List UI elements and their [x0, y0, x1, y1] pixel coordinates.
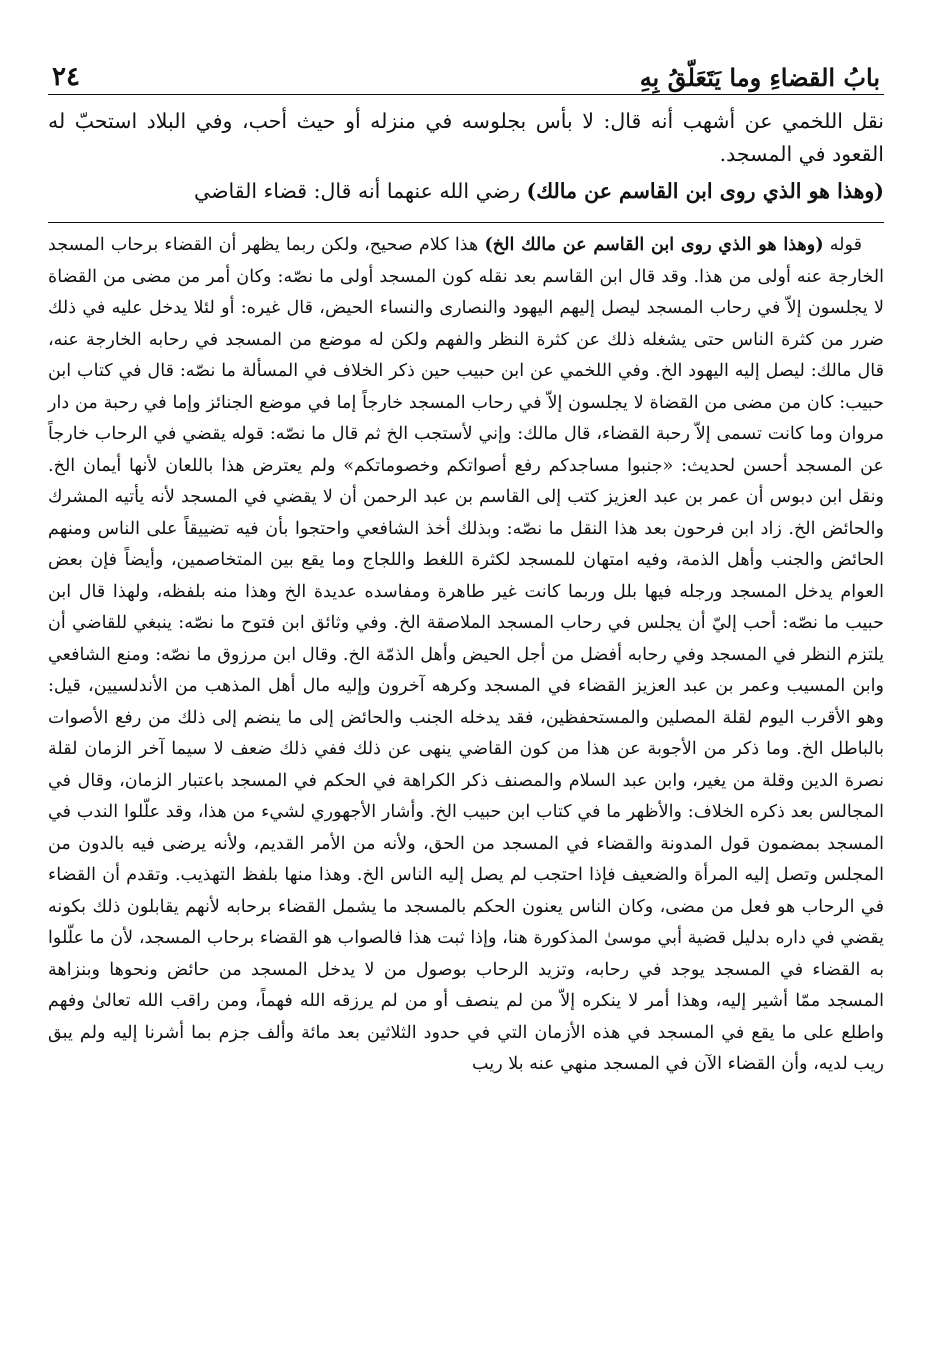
commentary-paragraph: [48, 229, 884, 1081]
main-quote-bold: (وهذا هو الذي روى ابن القاسم عن مالك): [526, 179, 884, 203]
commentary-lead: قوله: [823, 235, 863, 255]
running-title: بابُ القضاءِ وما يَتَعَلّقُ بِهِ: [639, 63, 880, 92]
commentary-text: [48, 229, 884, 1081]
document-page: [48, 52, 884, 1081]
main-paragraph-2-rest: رضي الله عنهما أنه قال: قضاء القاضي: [194, 179, 527, 203]
main-paragraph-1: نقل اللخمي عن أشهب أنه قال: لا بأس بجلوسه في منزله أو حيث أحب، وفي البلاد استحبّ له القعود في المسجد.: [48, 109, 884, 166]
main-paragraph-2: [48, 175, 884, 208]
footnote-divider: [48, 222, 884, 223]
page-number: ٢٤: [52, 62, 80, 92]
commentary-quote-bold: (وهذا هو الذي روى ابن القاسم عن مالك الخ): [484, 234, 824, 255]
page-header: [48, 52, 884, 95]
commentary-body: هذا كلام صحيح، ولكن ربما يظهر أن القضاء برحاب المسجد الخارجة عنه أولى من هذا. وقد قال ابن القاسم بعد نقله كون المسجد أولى ما نصّه: وكان أمر من مضى من القضاة لا يجلسون إلاّ في رحاب المسجد ليصل إليهم اليهود والنصارى والنساء الحيض، قال غيره: أو لئلا يدخل عليه في ذلك ضرر من كثرة الناس حتى يشغله ذلك عن كثرة النظر والفهم ولكن له موضع من المسجد في رحابه الخارجة عنه، قال مالك: ليصل إليه اليهود الخ. وفي اللخمي عن ابن حبيب حين ذكر الخلاف في المسألة ما نصّه: قال في كتاب ابن حبيب: كان من مضى من القضاة لا يجلسون إلاّ في رحاب المسجد خارجاً إما في موضع الجنائز وإما في رحبة من دار مروان وما كانت تسمى إلاّ رحبة القضاء، قال مالك: وإني لأستجب الخ ثم قال ما نصّه: قوله يقضي في الرحاب خارجاً عن المسجد أحسن لحديث: «جنبوا مساجدكم رفع أصواتكم وخصوماتكم» ولم يعترض هذا باللعان لأنها أيمان الخ. ونقل ابن دبوس أن عمر بن عبد العزيز كتب إلى القاسم بن عبد الرحمن أن لا يقضي في المسجد لأنه يأتيه المشرك والحائض الخ. زاد ابن فرحون بعد هذا النقل ما نصّه: وبذلك أخذ الشافعي واحتجوا بأن فيه تضييقاً على الناس ومنهم الحائض والجنب وأهل الذمة، وفيه امتهان للمسجد لكثرة اللغط واللجاج وما يقع بين المتخاصمين، وأيضاً فإن بعض العوام يدخل المسجد ورجله فيها بلل وربما كانت غير طاهرة ومفاسده عديدة الخ وهذا منه بلفظه، ولهذا قال ابن حبيب ما نصّه: أحب إليّ أن يجلس في رحاب المسجد الملاصقة الخ. وفي وثائق ابن فتوح ما نصّه: ينبغي للقاضي أن يلتزم النظر في المسجد وفي رحابه أفضل من أجل الحيض وأهل الذمّة الخ. وقال ابن مرزوق ما نصّه: ومنع الشافعي وابن المسيب وعمر بن عبد العزيز القضاء في المسجد وكرهه آخرون وإليه مال أهل المذهب من الأندلسيين، قيل: وهو الأقرب اليوم لقلة المصلين والمستحفظين، فقد يدخله الجنب والحائض إلى ما ينضم إلى ذلك من رفع الأصوات بالباطل الخ. وما ذكر من الأجوبة عن هذا من كون القاضي ينهى عن ذلك ففي ذلك ضعف لا سيما آخر الزمان لقلة نصرة الدين وقلة من يغير، وابن عبد السلام والمصنف ذكر الكراهة في الحكم في المسجد باعتبار الزمان، وقال في المجالس بعد ذكره الخلاف: والأظهر ما في كتاب ابن حبيب الخ. وأشار الأجهوري لشيء من هذا، وقد علّلوا الندب في المسجد بمضمون قول المدونة والقضاء في المسجد من الحق، ولأنه من الأمر القديم، ولأنه يرضى فيه بالدون من المجلس وتصل إليه المرأة والضعيف فإذا احتجب لم يصل إليه الناس الخ. وهذا منها بلفظ التهذيب. وتقدم أن القضاء في الرحاب هو فعل من مضى، وكان الناس يعنون الحكم بالمسجد ما يشمل القضاء برحابه لأنهم يقابلون ذلك بكونه يقضي في داره بدليل قضية أبي موسىٰ المذكورة هنا، وإذا ثبت هذا فالصواب هو القضاء برحاب المسجد، لأن ما علّلوا به القضاء في المسجد يوجد في رحابه، وتزيد الرحاب بوصول من لا يدخل المسجد من حائض ونحوها وبنزاهة المسجد ممّا أشير إليه، وهذا أمر لا ينكره إلاّ من لم ينصف أو من لم يرزقه الله فهماً، ومن راقب الله تعالىٰ وفهم واطلع على ما يقع في المسجد في هذه الأزمان التي في حدود الثلاثين بعد مائة وألف جزم بما أشرنا إليه ولم يبق ريب لديه، وأن القضاء الآن في المسجد منهي عنه بلا ريب: [48, 235, 884, 1074]
main-text: [48, 105, 884, 208]
